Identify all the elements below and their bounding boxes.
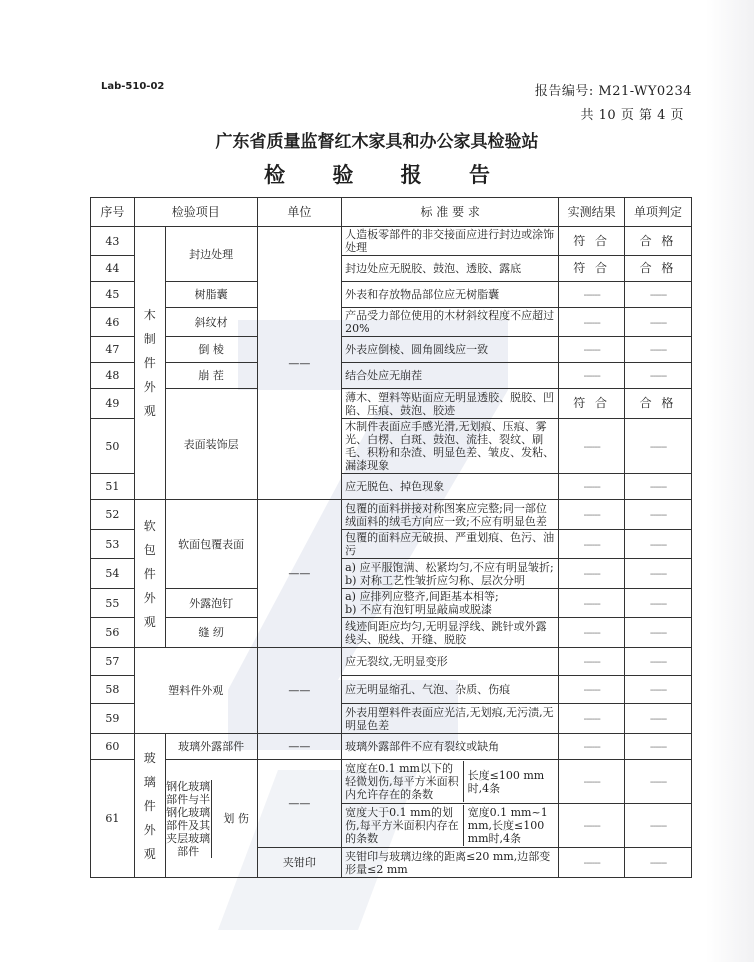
item-resin: 树脂囊 bbox=[165, 282, 257, 308]
verdict: ------ bbox=[625, 734, 692, 760]
verdict: ------ bbox=[625, 589, 692, 618]
table-row bbox=[91, 308, 692, 337]
glass-type-cell bbox=[165, 760, 257, 878]
row-number: 45 bbox=[91, 282, 135, 308]
row-number: 55 bbox=[91, 589, 135, 618]
scratch-a-cell bbox=[342, 760, 559, 804]
table-row bbox=[91, 337, 692, 363]
lab-code: Lab-510-02 bbox=[101, 81, 165, 92]
header-unit: 单位 bbox=[257, 198, 341, 227]
row-number: 54 bbox=[91, 559, 135, 589]
verdict: 合 格 bbox=[625, 227, 692, 256]
row-number: 46 bbox=[91, 308, 135, 337]
verdict: ------ bbox=[625, 676, 692, 704]
measured-result: ------ bbox=[559, 308, 625, 337]
measured-result: ------ bbox=[559, 589, 625, 618]
item-softsurface: 软面包覆表面 bbox=[165, 500, 257, 589]
measured-result: ------ bbox=[559, 734, 625, 760]
group-glass: 玻 璃 件 外 观 bbox=[134, 734, 165, 878]
header-seq: 序号 bbox=[91, 198, 135, 227]
unit-cell: —— bbox=[257, 227, 341, 500]
verdict: 合 格 bbox=[625, 389, 692, 419]
standard-text: 线迹间距应均匀,无明显浮线、跳针或外露线头、脱线、开缝、脱胶 bbox=[342, 618, 559, 648]
measured-result: ------ bbox=[559, 530, 625, 559]
table-row bbox=[91, 734, 692, 760]
measured-result: ------ bbox=[559, 804, 625, 848]
scratch-b-condition: 宽度大于0.1 mm的划伤,每平方米面积内存在的条数 bbox=[345, 806, 459, 845]
measured-result: ------ bbox=[559, 363, 625, 389]
measured-result: 符 合 bbox=[559, 389, 625, 419]
group-wood: 木 制 件 外 观 bbox=[134, 227, 165, 500]
standard-text: 外表用塑料件表面应光洁,无划痕,无污渍,无明显色差 bbox=[342, 704, 559, 734]
measured-result: ------ bbox=[559, 618, 625, 648]
table-row bbox=[91, 760, 692, 804]
row-number: 47 bbox=[91, 337, 135, 363]
standard-text: 外表应倒棱、圆角圆线应一致 bbox=[342, 337, 559, 363]
table-row bbox=[91, 589, 692, 618]
standard-text: 应无裂纹,无明显变形 bbox=[342, 648, 559, 676]
item-glass-exposed: 玻璃外露部件 bbox=[165, 734, 257, 760]
table-row bbox=[91, 389, 692, 419]
report-title: 检 验 报 告 bbox=[264, 163, 510, 187]
header-standard: 标 准 要 求 bbox=[342, 198, 559, 227]
header-measured: 实测结果 bbox=[559, 198, 625, 227]
group-soft: 软 包 件 外 观 bbox=[134, 500, 165, 648]
row-number: 59 bbox=[91, 704, 135, 734]
verdict: ------ bbox=[625, 474, 692, 500]
scratch-a-split bbox=[342, 761, 558, 802]
measured-result: 符 合 bbox=[559, 256, 625, 282]
item-scratch: 划 伤 bbox=[211, 780, 257, 858]
row-number: 50 bbox=[91, 419, 135, 474]
row-number: 43 bbox=[91, 227, 135, 256]
scratch-b-requirement: 宽度0.1 mm~1 mm,长度≤100 mm时,4条 bbox=[463, 805, 558, 846]
standard-text: a) 应平服饱满、松紧均匀,不应有明显皱折; b) 对称工艺性皱折应匀称、层次分明 bbox=[342, 559, 559, 589]
verdict: ------ bbox=[625, 500, 692, 530]
measured-result: ------ bbox=[559, 282, 625, 308]
row-number: 60 bbox=[91, 734, 135, 760]
inspection-table bbox=[90, 197, 692, 878]
standard-text: 产品受力部位使用的木材斜纹程度不应超过20% bbox=[342, 308, 559, 337]
header-item: 检验项目 bbox=[134, 198, 257, 227]
standard-text: 结合处应无崩茬 bbox=[342, 363, 559, 389]
glass-type-split bbox=[166, 780, 257, 858]
table-row bbox=[91, 648, 692, 676]
row-number: 49 bbox=[91, 389, 135, 419]
standard-text: 玻璃外露部件不应有裂纹或缺角 bbox=[342, 734, 559, 760]
measured-result: ------ bbox=[559, 648, 625, 676]
standard-text: a) 应排列应整齐,间距基本相等; b) 不应有泡钉明显敲扁或脱漆 bbox=[342, 589, 559, 618]
row-number: 61 bbox=[91, 760, 135, 878]
unit-cell: —— bbox=[257, 734, 341, 760]
item-sewing: 缝 纫 bbox=[165, 618, 257, 648]
table-row bbox=[91, 282, 692, 308]
row-number: 56 bbox=[91, 618, 135, 648]
page-info: 共 10 页 第 4 页 bbox=[580, 108, 684, 123]
item-nail: 外露泡钉 bbox=[165, 589, 257, 618]
row-number: 58 bbox=[91, 676, 135, 704]
unit-cell: —— bbox=[257, 760, 341, 848]
standard-text: 封边处应无脱胶、鼓泡、透胶、露底 bbox=[342, 256, 559, 282]
measured-result: ------ bbox=[559, 704, 625, 734]
measured-result: ------ bbox=[559, 337, 625, 363]
measured-result: ------ bbox=[559, 419, 625, 474]
scratch-b-split bbox=[342, 805, 558, 846]
item-edge: 封边处理 bbox=[165, 227, 257, 282]
verdict: ------ bbox=[625, 337, 692, 363]
item-surface: 表面装饰层 bbox=[165, 389, 257, 500]
measured-result: ------ bbox=[559, 474, 625, 500]
item-plastic: 塑料件外观 bbox=[134, 648, 257, 734]
row-number: 57 bbox=[91, 648, 135, 676]
verdict: ------ bbox=[625, 308, 692, 337]
item-grain: 斜纹材 bbox=[165, 308, 257, 337]
verdict: ------ bbox=[625, 363, 692, 389]
verdict: ------ bbox=[625, 530, 692, 559]
verdict: ------ bbox=[625, 760, 692, 804]
verdict: 合 格 bbox=[625, 256, 692, 282]
verdict: ------ bbox=[625, 282, 692, 308]
standard-text: 木制件表面应手感光滑,无划痕、压痕、雾光、白楞、白斑、鼓泡、流挂、裂纹、刷毛、积粉和杂渣、明显色差、皱皮、发粘、漏漆现象 bbox=[342, 419, 559, 474]
verdict: ------ bbox=[625, 419, 692, 474]
scratch-a-requirement: 长度≤100 mm时,4条 bbox=[463, 761, 558, 802]
measured-result: ------ bbox=[559, 676, 625, 704]
organization-name: 广东省质量监督红木家具和办公家具检验站 bbox=[215, 132, 539, 152]
row-number: 52 bbox=[91, 500, 135, 530]
row-number: 51 bbox=[91, 474, 135, 500]
standard-text: 夹钳印与玻璃边缘的距离≤20 mm,边部变形量≤2 mm bbox=[342, 848, 559, 878]
scratch-b-cell bbox=[342, 804, 559, 848]
measured-result: ------ bbox=[559, 500, 625, 530]
verdict: ------ bbox=[625, 618, 692, 648]
row-number: 53 bbox=[91, 530, 135, 559]
report-number: 报告编号: M21-WY0234 bbox=[534, 84, 692, 99]
measured-result: ------ bbox=[559, 848, 625, 878]
standard-text: 包覆的面料拼接对称图案应完整;同一部位绒面料的绒毛方向应一致;不应有明显色差 bbox=[342, 500, 559, 530]
standard-text: 外表和存放物品部位应无树脂囊 bbox=[342, 282, 559, 308]
verdict: ------ bbox=[625, 804, 692, 848]
standard-text: 人造板零部件的非交接面应进行封边或涂饰处理 bbox=[342, 227, 559, 256]
item-glass-type: 钢化玻璃 部件与半 钢化玻璃 部件及其 夹层玻璃 部件 bbox=[166, 779, 211, 858]
measured-result: 符 合 bbox=[559, 227, 625, 256]
measured-result: ------ bbox=[559, 760, 625, 804]
row-number: 48 bbox=[91, 363, 135, 389]
header-verdict: 单项判定 bbox=[625, 198, 692, 227]
unit-cell: —— bbox=[257, 648, 341, 734]
item-chamfer: 倒 棱 bbox=[165, 337, 257, 363]
table-header-row bbox=[91, 198, 692, 227]
standard-text: 应无脱色、掉色现象 bbox=[342, 474, 559, 500]
verdict: ------ bbox=[625, 704, 692, 734]
measured-result: ------ bbox=[559, 559, 625, 589]
table-row bbox=[91, 227, 692, 256]
standard-text: 包覆的面料应无破损、严重划痕、色污、油污 bbox=[342, 530, 559, 559]
verdict: ------ bbox=[625, 559, 692, 589]
table-row bbox=[91, 618, 692, 648]
item-chip: 崩 茬 bbox=[165, 363, 257, 389]
table-row bbox=[91, 363, 692, 389]
standard-text: 应无明显缩孔、气泡、杂质、伤痕 bbox=[342, 676, 559, 704]
table-row bbox=[91, 500, 692, 530]
item-clamp: 夹钳印 bbox=[257, 848, 341, 878]
unit-cell: —— bbox=[257, 500, 341, 648]
scratch-a-condition: 宽度在0.1 mm以下的轻微划伤,每平方米面积内允许存在的条数 bbox=[345, 762, 459, 801]
verdict: ------ bbox=[625, 848, 692, 878]
row-number: 44 bbox=[91, 256, 135, 282]
verdict: ------ bbox=[625, 648, 692, 676]
standard-text: 薄木、塑料等贴面应无明显透胶、脱胶、凹陷、压痕、鼓泡、胶迹 bbox=[342, 389, 559, 419]
